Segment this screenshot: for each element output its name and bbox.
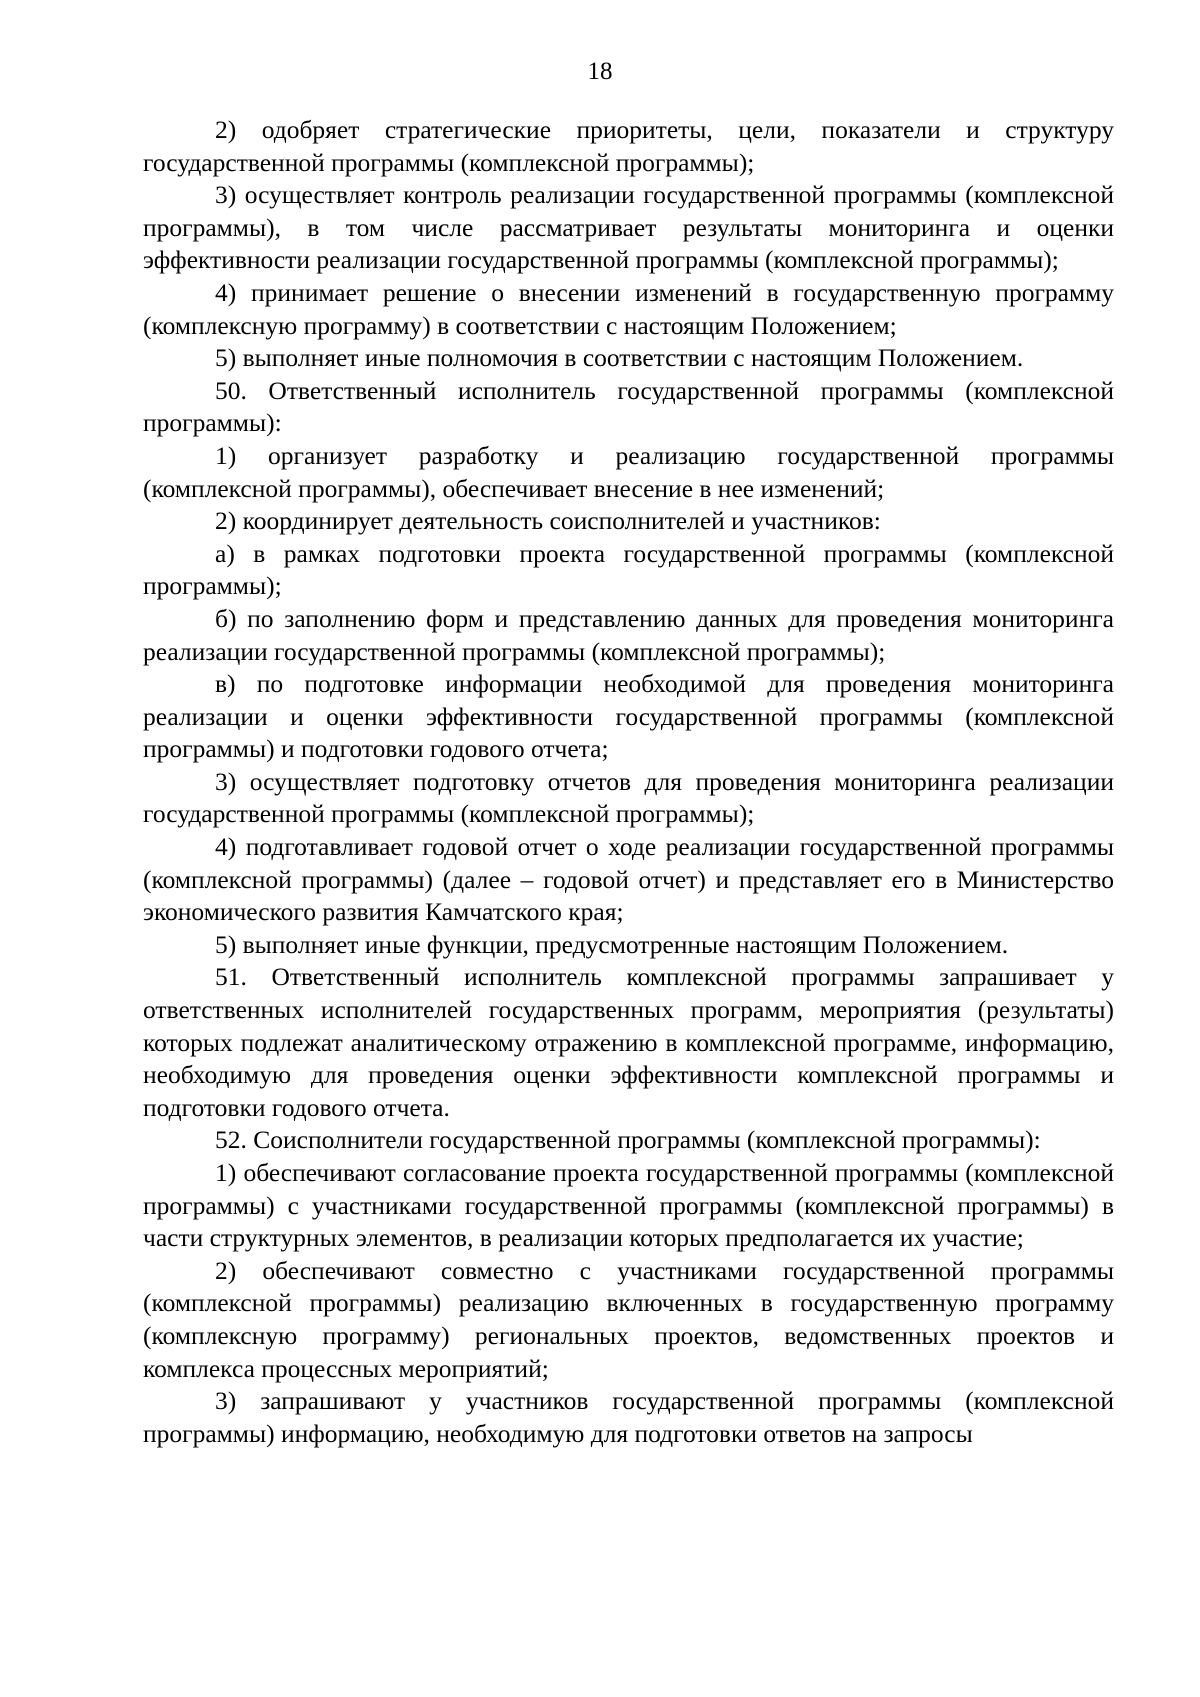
paragraph-item-5-other-powers: 5) выполняет иные полномочия в соответствии с настоящим Положением.	[215, 343, 1024, 373]
paragraph-52-item-1: 1) обеспечивают согласование проекта государственной программы (комплексной программы) с участниками государственной программы (комплексной программы) в части структурных элементов, в реализации которых предполагается их участие;	[143, 1158, 1114, 1253]
document-body	[143, 114, 1114, 1450]
paragraph-50-subitem-b: б) по заполнению форм и представлению данных для проведения мониторинга реализации государственной программы (комплексной программы);	[143, 603, 1114, 666]
paragraph-52-item-2: 2) обеспечивают совместно с участниками государственной программы (комплексной программы) реализацию включенных в государственную программу (комплексную программу) региональных проектов, ведомственных проектов и комплекса процессных мероприятий;	[143, 1255, 1114, 1383]
paragraph-50-item-1: 1) организует разработку и реализацию государственной программы (комплексной программы), обеспечивает внесение в нее изменений;	[143, 440, 1114, 503]
paragraph-52-item-3: 3) запрашивают у участников государственной программы (комплексной программы) информацию, необходимую для подготовки ответов на запросы	[143, 1386, 1114, 1448]
paragraph-section-52: 52. Соисполнители государственной программы (комплексной программы):	[215, 1125, 1041, 1155]
paragraph-50-item-4: 4) подготавливает годовой отчет о ходе реализации государственной программы (комплексной программы) (далее – годовой отчет) и представляет его в Министерство экономического развития Камчатского края;	[143, 832, 1114, 927]
paragraph-section-50: 50. Ответственный исполнитель государственной программы (комплексной программы):	[143, 375, 1114, 438]
paragraph-50-item-2: 2) координирует деятельность соисполнителей и участников:	[215, 506, 881, 536]
paragraph-50-item-5: 5) выполняет иные функции, предусмотренные настоящим Положением.	[215, 929, 1009, 959]
paragraph-50-subitem-a: а) в рамках подготовки проекта государственной программы (комплексной программы);	[143, 538, 1114, 601]
paragraph-50-subitem-v: в) по подготовке информации необходимой для проведения мониторинга реализации и оценки эффективности государственной программы (комплексной программы) и подготовки годового отчета;	[143, 669, 1114, 764]
paragraph-item-3-controls-implementation: 3) осуществляет контроль реализации государственной программы (комплексной программы), в том числе рассматривает результаты мониторинга и оценки эффективности реализации государственной программы (комплексной программы);	[143, 180, 1114, 275]
paragraph-item-2-approves-priorities: 2) одобряет стратегические приоритеты, цели, показатели и структуру государственной программы (комплексной программы);	[143, 115, 1114, 177]
paragraph-item-4-decides-changes: 4) принимает решение о внесении изменений в государственную программу (комплексную программу) в соответствии с настоящим Положением;	[143, 277, 1114, 340]
paragraph-section-51: 51. Ответственный исполнитель комплексной программы запрашивает у ответственных исполнителей государственных программ, мероприятия (результаты) которых подлежат аналитическому отражению в комплексной программе, информацию, необходимую для проведения оценки эффективности комплексной программы и подготовки годового отчета.	[143, 962, 1114, 1122]
paragraph-50-item-3: 3) осуществляет подготовку отчетов для проведения мониторинга реализации государственной программы (комплексной программы);	[143, 766, 1114, 829]
page-number: 18	[587, 58, 613, 85]
